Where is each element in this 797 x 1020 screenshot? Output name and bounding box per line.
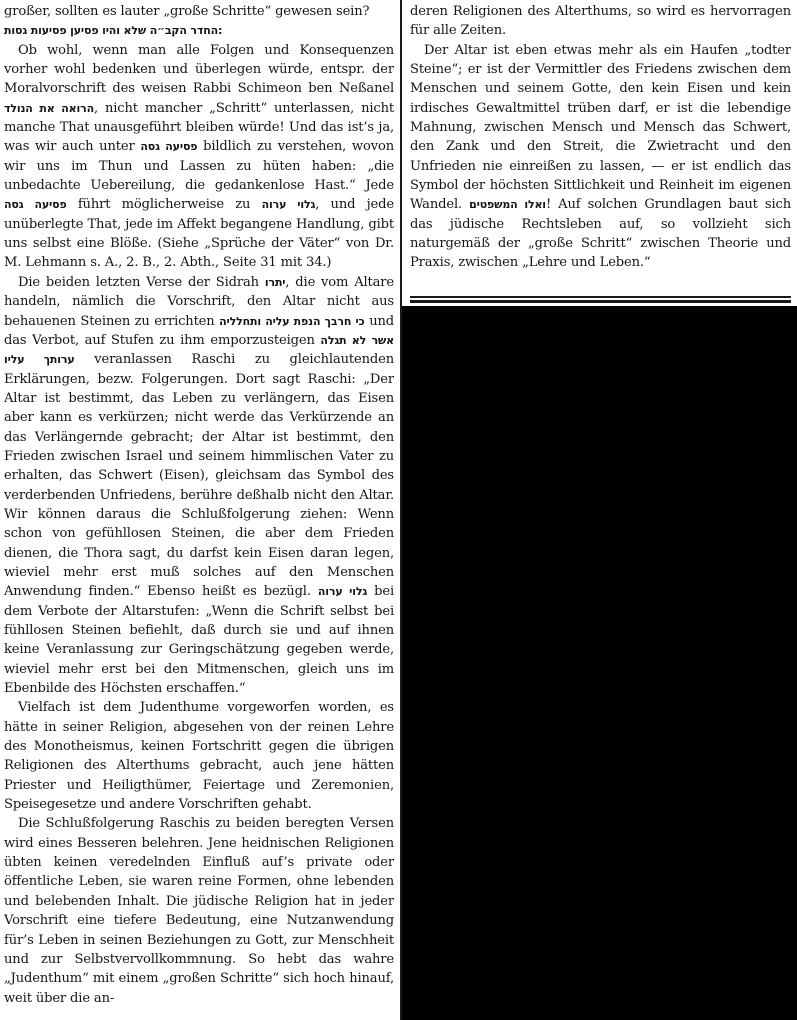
- hebrew-term: גלוי ערוה: [317, 585, 368, 599]
- hebrew-quote: :החדר הקב״ה שלא והיו פסיען פסיעות גסות: [4, 24, 223, 38]
- hebrew-term: ואלו המשפטים: [469, 198, 546, 212]
- text-run: bildlich zu verstehen, wovon wir uns im Thun und Lassen zu hüten haben: „die unbedachte Uebereilung, die gedankenlose Hast.“ Jede: [4, 139, 394, 194]
- end-rule-thin: [410, 296, 791, 298]
- text-run: Die beiden letzten Verse der Sidrah: [18, 274, 259, 290]
- hebrew-term: יתרו: [264, 275, 286, 289]
- text-run: , die vom Altare handeln, nämlich die Vorschrift, den Altar nicht aus behauenen Steinen zu errichten: [4, 274, 394, 329]
- text-run: , und jede unüberlegte That, jede im Affekt begangene Handlung, gibt uns selbst eine Blöße. (Siehe „Sprüche der Väter“ von Dr. M. Lehmann s. A., 2. B., 2. Abth., Seite 31 mit 34.): [4, 197, 394, 271]
- paragraph-continuation: deren Religionen des Alterthums, so wird es hervorragen für alle Zeiten.: [410, 4, 791, 39]
- hebrew-term: אשר לא תגלה ערותך עליו: [4, 333, 394, 367]
- text-run: veranlassen Raschi zu gleichlautenden Erklärungen, bezw. Folgerungen. Dort sagt Raschi: „Der Altar ist bestimmt, das Leben zu verlängern, das Eisen aber kann es verkürzen; nicht werde das Verkürzende an das Verlängernde gebracht; der Altar ist bestimmt, den Frieden zwischen Israel und seinem himmlischen Vater zu erhalten, das Schwert (Eisen), gleichsam das Symbol des verderbenden Unfriedens, berühre deßhalb nicht den Altar. Wir können daraus die Schlußfolgerung ziehen: Wenn schon von gefühllosen Steinen, die aber dem Frieden dienen, die Thora sagt, du darfst kein Eisen daran legen, wieviel mehr erst muß solches auf den Menschen Anwendung finden.“ Ebenso heißt es bezügl.: [4, 352, 394, 600]
- paragraph-3: Vielfach ist dem Judenthume vorgeworfen worden, es hätte in seiner Religion, abgesehen von der reinen Lehre des Monotheismus, keinen Fortschritt gegen die übrigen Religionen des Alterthums gebracht, auch jene hätten Priester und Heiligthümer, Feiertage und Zeremonien, Speisegesetze und andere Vorschriften gehabt.: [4, 700, 394, 813]
- hebrew-term: הרואה את הנולד: [4, 101, 94, 115]
- paragraph-1: [4, 41, 394, 273]
- hebrew-term: פסיעה גסה: [140, 140, 198, 154]
- paragraph-4: Die Schlußfolgerung Raschis zu beiden beregten Versen wird eines Besseren belehren. Jene heidnischen Religionen übten keinen veredelnden Einfluß auf’s private oder öffentliche Leben, sie waren reine Formen, ohne lebenden und belebenden Inhalt. Die jüdische Religion hat in jeder Vorschrift eine tiefere Bedeutung, eine Nutzanwendung für’s Leben in seinen Beziehungen zu Gott, zur Menschheit und zur Selbstvervollkommnung. So hebt das wahre „Judenthum“ mit einem „großen Schritte“ sich hoch hinauf, weit über die an-: [4, 816, 394, 1006]
- right-column: [410, 2, 791, 292]
- left-column: [4, 2, 394, 1018]
- end-rule-thick: [410, 300, 791, 303]
- text-run: ! Auf solchen Grundlagen baut sich das jüdische Rechtsleben auf, so vollzieht sich naturgemäß der „große Schritt“ zwischen Theorie und Praxis, zwischen „Lehre und Leben.“: [410, 197, 791, 271]
- text-run: , nicht mancher „Schritt“ unterlassen, nicht manche That unausgeführt bleiben würde! Und das ist’s ja, was wir auch unter: [4, 100, 394, 155]
- text-run: führt möglicherweise zu: [77, 197, 251, 213]
- text-run: Ob wohl, wenn man alle Folgen und Konsequenzen vorher wohl bedenken und überlegen würde, entspr. der Moralvorschrift des weisen Rabbi Schimeon ben Neßanel: [4, 42, 394, 97]
- intro-line: großer, sollten es lauter „große Schritte“ gewesen sein?: [4, 4, 370, 19]
- paragraph-altar: [410, 41, 791, 273]
- paragraph-intro: [4, 2, 394, 41]
- hebrew-term: פסיעה גסה: [4, 198, 67, 212]
- hebrew-term: גלוי ערוה: [261, 198, 316, 212]
- text-run: Der Altar ist eben etwas mehr als ein Haufen „todter Steine“; er ist der Vermittler des Friedens zwischen dem Menschen und seinem Gotte, den kein Eisen und kein irdisches Gewaltmittel trüben darf, er ist die lebendige Mahnung, zwischen Mensch und Mensch das Schwert, den Zank und den Streit, die Zwietracht und den Unfrieden nie einreißen zu lassen, — er ist endlich das Symbol der höchsten Sittlichkeit und Reinheit im eigenen Wandel.: [410, 42, 791, 213]
- hebrew-term: כי חרבך הנפת עליה ותחלליה: [219, 314, 365, 328]
- text-run: bei dem Verbote der Altarstufen: „Wenn die Schrift selbst bei fühllosen Steinen befiehlt, daß durch sie und auf ihnen keine Veranlassung zur Geringschätzung gegeben werde, wieviel mehr erst bei den Mitmenschen, gleich uns im Ebenbilde des Höchsten erschaffen.“: [4, 584, 394, 697]
- text-run: und das Verbot, auf Stufen zu ihm emporzusteigen: [4, 313, 394, 348]
- paragraph-2: [4, 273, 394, 699]
- blacked-out-region: [402, 306, 797, 1020]
